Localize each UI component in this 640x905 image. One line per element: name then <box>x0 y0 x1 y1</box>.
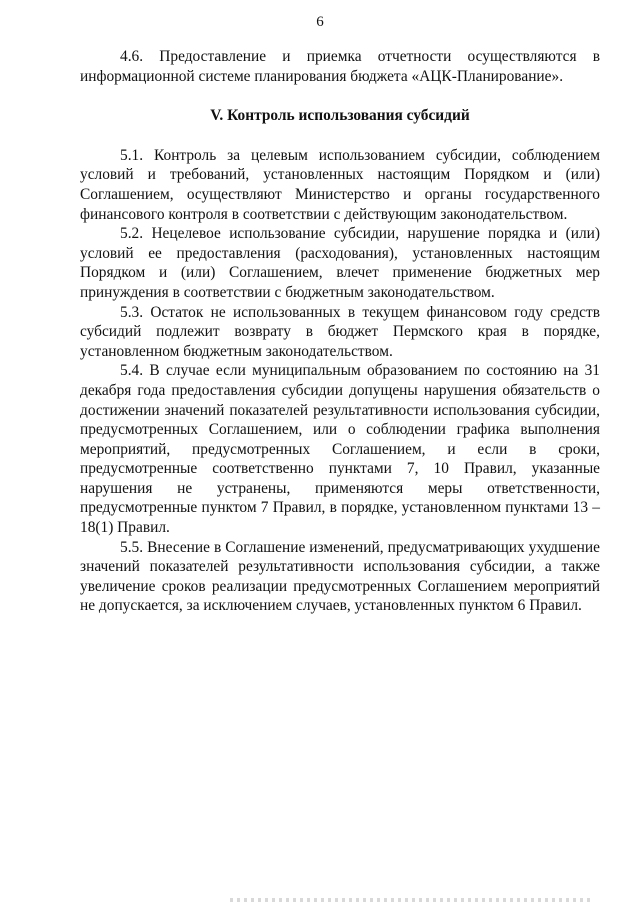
paragraph-5-3: 5.3. Остаток не использованных в текущем финансовом году средств субсидий подлежит возврату в бюджет Пермского края в порядке, установленном бюджетным законодательством. <box>80 303 600 360</box>
paragraph-5-2: 5.2. Нецелевое использование субсидии, нарушение порядка и (или) условий ее предоставления (расходования), установленных настоящим Порядком и (или) Соглашением, влечет применение бюджетных мер принуждения в соответствии с бюджетным законодательством. <box>80 225 600 301</box>
paragraph-5-1: 5.1. Контроль за целевым использованием субсидии, соблюдением условий и требований, установленных настоящим Порядком и (или) Соглашением, осуществляют Министерство и органы государственного финансового контроля в соответствии с действующим законодательством. <box>80 146 600 223</box>
page-number: 6 <box>316 14 324 30</box>
scan-edge-artifact <box>230 898 590 902</box>
paragraph-5-4: 5.4. В случае если муниципальным образованием по состоянию на 31 декабря года предоставления субсидии допущены нарушения обязательств о достижении значений показателей результативности использования субсидии, предусмотренных Соглашением, или о соблюдении графика выполнения мероприятий, предусмотренных Соглашением, и если в сроки, предусмотренные соответственно пунктами 7, 10 Правил, указанные нарушения не устранены, применяются меры ответственности, предусмотренные пунктом 7 Правил, в порядке, установленном пунктами 13 – 18(1) Правил. <box>80 362 600 537</box>
paragraph-4-6: 4.6. Предоставление и приемка отчетности осуществляются в информационной системе планирования бюджета «АЦК-Планирование». <box>80 48 600 85</box>
paragraph-5-5: 5.5. Внесение в Соглашение изменений, предусматривающих ухудшение значений показателей результативности использования субсидии, а также увеличение сроков реализации предусмотренных Соглашением мероприятий не допускается, за исключением случаев, установленных пунктом 6 Правил. <box>80 538 600 615</box>
document-body <box>80 47 600 616</box>
section-heading: V. Контроль использования субсидий <box>210 107 470 125</box>
